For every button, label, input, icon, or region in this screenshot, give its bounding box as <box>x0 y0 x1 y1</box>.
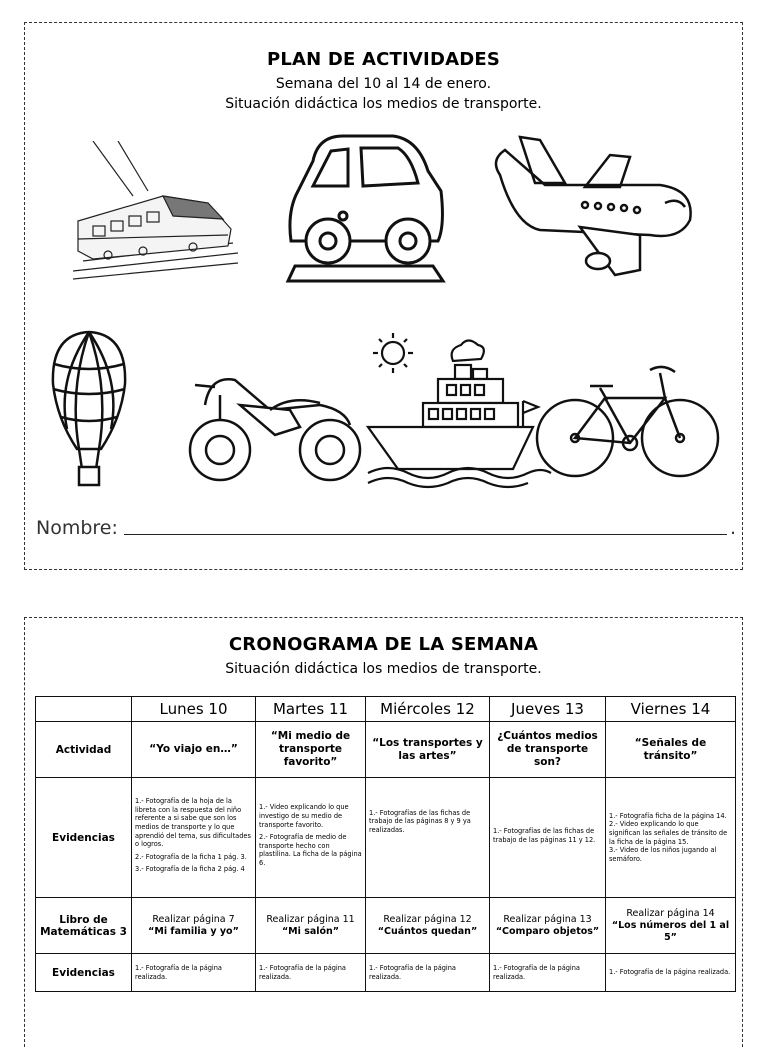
book-page: Realizar página 14 <box>626 907 715 919</box>
row-label-activity: Actividad <box>36 722 132 778</box>
evidence-item: 3.- Video de los niños jugando al semáforo. <box>609 846 717 863</box>
book-task-name: “Comparo objetos” <box>495 925 600 937</box>
book-page: Realizar página 13 <box>503 913 592 925</box>
book-page: Realizar página 7 <box>152 913 235 925</box>
day-header: Viernes 14 <box>606 697 736 722</box>
name-field[interactable] <box>36 516 736 539</box>
activity-cell: “Señales de tránsito” <box>606 722 736 778</box>
table-row <box>36 722 736 778</box>
evidence-item: 1.- Fotografías de las fichas de trabajo de las páginas 11 y 12. <box>493 826 596 844</box>
schedule-card <box>24 617 743 1047</box>
activity-cell: “Yo viajo en…” <box>132 722 256 778</box>
airplane-icon <box>490 135 695 280</box>
bicycle-icon <box>535 358 720 483</box>
day-header: Lunes 10 <box>132 697 256 722</box>
name-underline <box>124 516 727 535</box>
evidence-item: 2.- Fotografía de la ficha 1 pág. 3. <box>135 852 247 861</box>
book-evidence-cell: 1.- Fotografía de la página realizada. <box>132 954 256 992</box>
table-header-row <box>36 697 736 722</box>
activity-cell: ¿Cuántos medios de transporte son? <box>490 722 606 778</box>
evidence-item: 1.- Video explicando lo que investigo de su medio de transporte favorito. <box>259 803 349 829</box>
book-page: Realizar página 12 <box>383 913 472 925</box>
hot-air-balloon-icon <box>49 329 129 489</box>
plan-title: PLAN DE ACTIVIDADES <box>266 49 501 70</box>
row-label-book: Libro de Matemáticas 3 <box>36 898 132 954</box>
book-cell <box>490 898 606 954</box>
book-page: Realizar página 11 <box>266 913 355 925</box>
book-task-name: “Mi familia y yo” <box>148 925 239 937</box>
day-header: Jueves 13 <box>490 697 606 722</box>
book-cell <box>606 898 736 954</box>
table-row <box>36 954 736 992</box>
plan-situation: Situación didáctica los medios de transporte. <box>225 96 542 112</box>
book-task-name: “Los números del 1 al 5” <box>611 919 730 943</box>
row-label-evidence-2: Evidencias <box>36 954 132 992</box>
evidence-item: 1.- Fotografías de las fichas de trabajo de las páginas 8 y 9 ya realizadas. <box>369 808 471 834</box>
table-row <box>36 778 736 898</box>
table-row <box>36 898 736 954</box>
book-evidence-cell: 1.- Fotografía de la página realizada. <box>256 954 366 992</box>
evidence-cell <box>132 778 256 898</box>
schedule-table <box>35 696 736 992</box>
book-cell <box>256 898 366 954</box>
evidence-cell <box>490 778 606 898</box>
activity-cell: “Los transportes y las artes” <box>366 722 490 778</box>
car-icon <box>283 131 448 286</box>
motorcycle-icon <box>180 365 370 485</box>
day-header: Martes 11 <box>256 697 366 722</box>
schedule-title: CRONOGRAMA DE LA SEMANA <box>228 634 539 655</box>
train-icon <box>73 141 238 281</box>
evidence-item: 1.- Fotografía ficha de la página 14. <box>609 811 727 820</box>
evidence-cell <box>606 778 736 898</box>
evidence-item: 1.- Fotografía de la hoja de la libreta con la respuesta del niño referente a si sabe que son los medios de transporte y lo que aprendió del tema, sus dificultades o logros. <box>135 797 251 849</box>
evidence-item: 3.- Fotografía de la ficha 2 pág. 4 <box>135 865 245 874</box>
plan-card <box>24 22 743 570</box>
book-cell <box>366 898 490 954</box>
evidence-cell <box>256 778 366 898</box>
name-label: Nombre: <box>36 517 118 539</box>
evidence-cell <box>366 778 490 898</box>
book-evidence-cell: 1.- Fotografía de la página realizada. <box>490 954 606 992</box>
ship-icon <box>363 331 553 491</box>
evidence-item: 2.- Video explicando lo que significan las señales de tránsito de la ficha de la página 15. <box>609 820 728 846</box>
book-cell <box>132 898 256 954</box>
book-task-name: “Mi salón” <box>281 925 340 937</box>
day-header: Miércoles 12 <box>366 697 490 722</box>
activity-cell: “Mi medio de transporte favorito” <box>256 722 366 778</box>
plan-week: Semana del 10 al 14 de enero. <box>275 76 492 92</box>
name-end: . <box>729 517 736 539</box>
table-corner-cell <box>36 697 132 722</box>
book-evidence-cell: 1.- Fotografía de la página realizada. <box>366 954 490 992</box>
evidence-item: 2.- Fotografía de medio de transporte hecho con plastilina. La ficha de la página 6. <box>259 833 362 867</box>
row-label-evidence: Evidencias <box>36 778 132 898</box>
schedule-situation: Situación didáctica los medios de transporte. <box>225 661 542 677</box>
book-evidence-cell: 1.- Fotografía de la página realizada. <box>606 954 736 992</box>
book-task-name: “Cuántos quedan” <box>377 925 478 937</box>
